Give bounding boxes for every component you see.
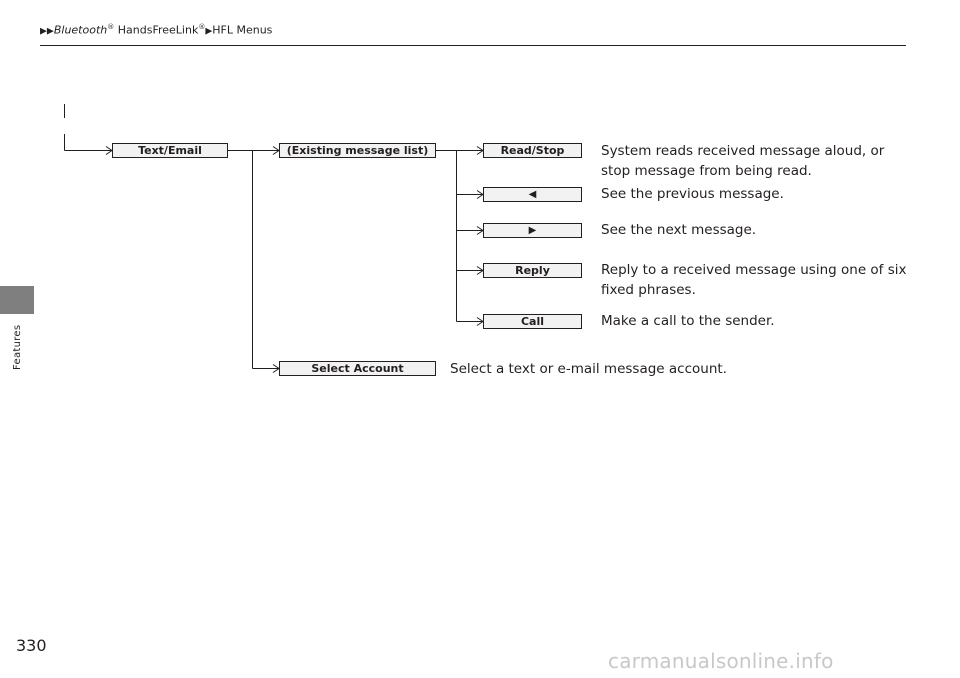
previous-message-description: See the previous message. — [601, 186, 784, 202]
text-email-menu-item: Text/Email — [112, 143, 228, 158]
next-message-menu-item — [483, 223, 582, 238]
read-stop-description: System reads received message aloud, or stop message from being read. — [601, 143, 885, 179]
watermark: carmanualsonline.info — [608, 649, 834, 673]
registered-mark: ® — [107, 23, 115, 31]
call-description: Make a call to the sender. — [601, 313, 775, 329]
reply-menu-item: Reply — [483, 263, 582, 278]
previous-message-menu-item — [483, 187, 582, 202]
read-stop-menu-item: Read/Stop — [483, 143, 582, 158]
reply-description: Reply to a received message using one of six fixed phrases. — [601, 262, 907, 298]
existing-message-list-item: (Existing message list) — [279, 143, 436, 158]
breadcrumb-bluetooth: Bluetooth — [53, 23, 108, 37]
breadcrumb-arrow-icon: ▶ — [205, 26, 213, 37]
right-triangle-icon: ▶ — [528, 225, 537, 236]
section-label: Features — [12, 324, 23, 370]
registered-mark: ® — [198, 23, 206, 31]
page-number: 330 — [16, 636, 47, 655]
call-menu-item: Call — [483, 314, 582, 329]
next-message-description: See the next message. — [601, 222, 757, 238]
breadcrumb-arrow-icon: ▶▶ — [40, 26, 54, 37]
breadcrumb-hfl-menus: HFL Menus — [212, 23, 273, 37]
left-triangle-icon: ◀ — [528, 189, 537, 200]
select-account-description: Select a text or e-mail message account. — [450, 361, 727, 377]
breadcrumb-handsfreelink: HandsFreeLink — [114, 23, 199, 37]
select-account-menu-item: Select Account — [279, 361, 436, 376]
